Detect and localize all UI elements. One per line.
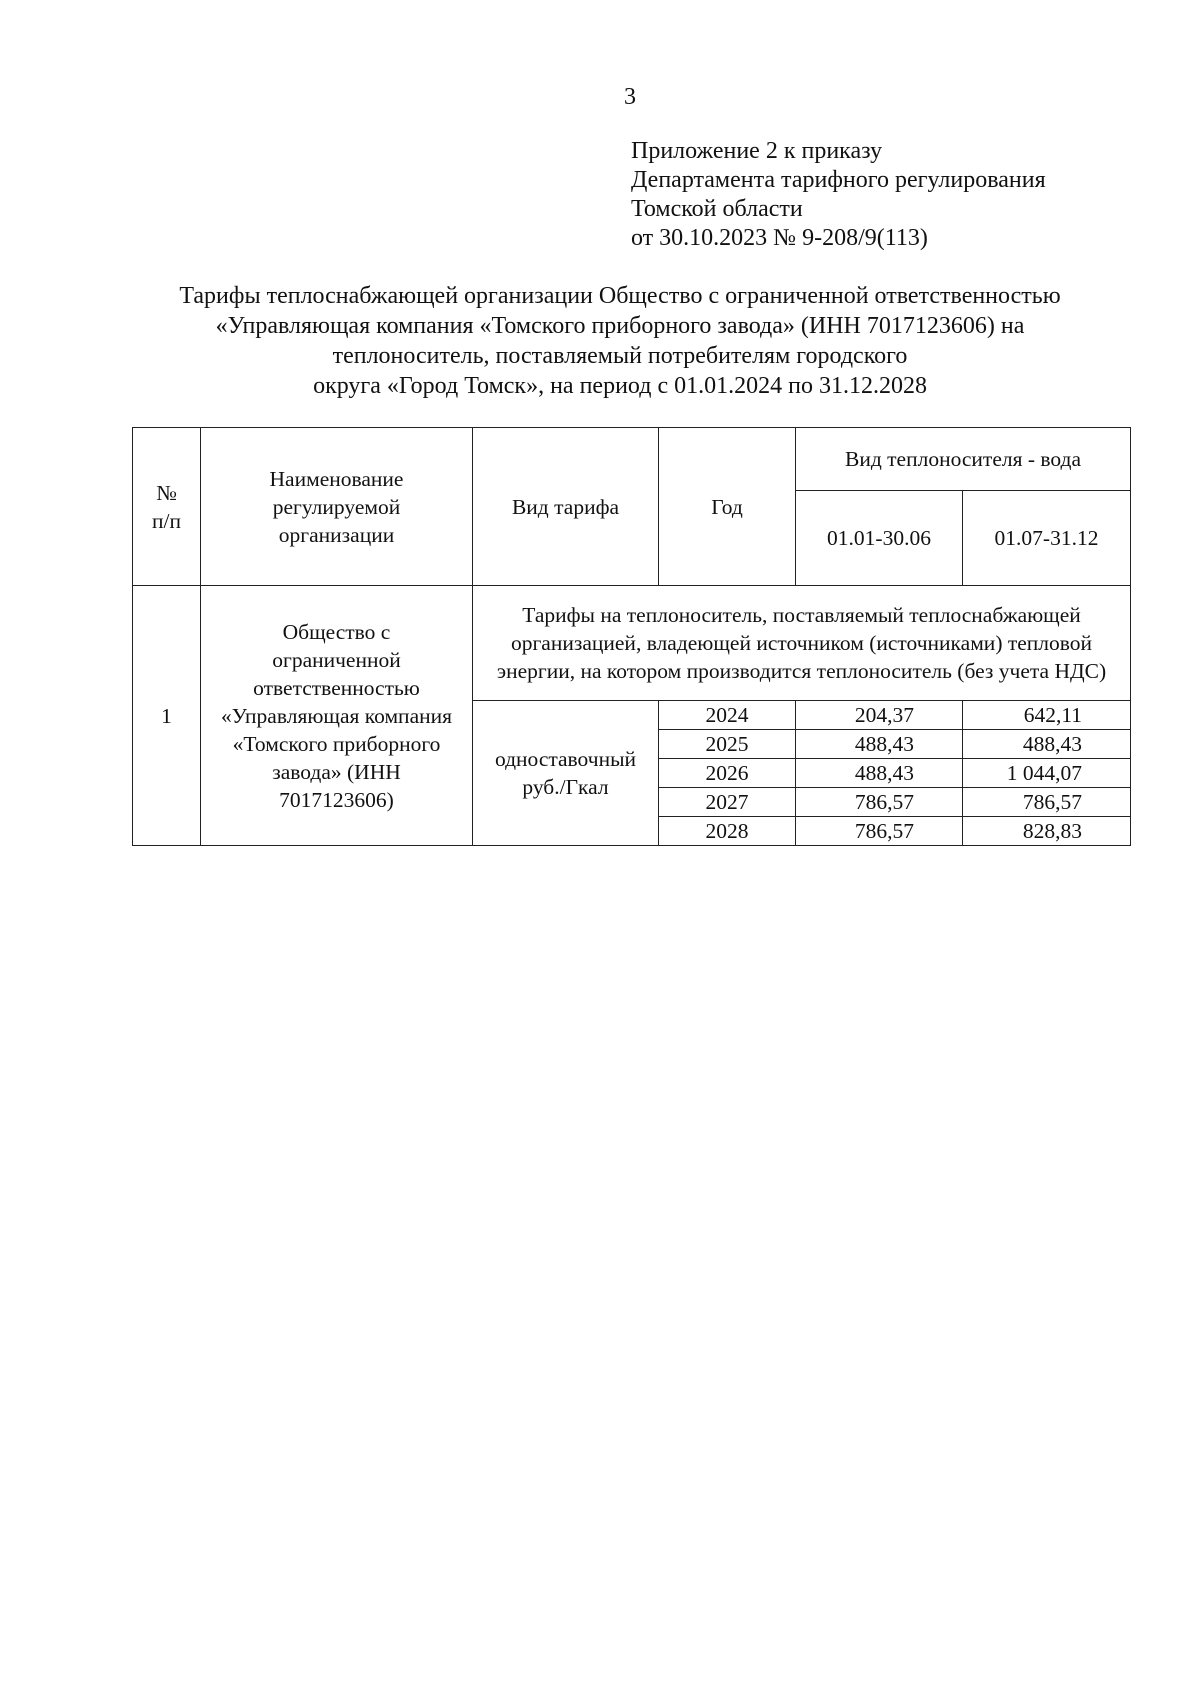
tariff-kind: одноставочный руб./Гкал	[473, 701, 659, 846]
organization-name: Общество с ограниченной ответственностью «Управляющая компания «Томского приборного завода» (ИНН 7017123606)	[201, 586, 473, 846]
header-carrier: Вид теплоносителя - вода	[796, 428, 1131, 491]
value-period-2: 642,11	[963, 701, 1131, 730]
page-number: 3	[624, 84, 636, 110]
year-cell: 2026	[659, 759, 796, 788]
header-tariff-type: Вид тарифа	[473, 428, 659, 586]
value-period-1: 204,37	[796, 701, 963, 730]
section-row	[133, 586, 1131, 701]
value-period-2: 828,83	[963, 817, 1131, 846]
year-cell: 2027	[659, 788, 796, 817]
appendix-line: Приложение 2 к приказу	[631, 138, 883, 164]
tariff-table	[132, 427, 1131, 846]
value-period-2: 786,57	[963, 788, 1131, 817]
header-period-1: 01.01-30.06	[796, 491, 963, 586]
appendix-line: Томской области	[631, 196, 803, 222]
year-cell: 2025	[659, 730, 796, 759]
row-number: 1	[133, 586, 201, 846]
value-period-1: 488,43	[796, 759, 963, 788]
title-line: округа «Город Томск», на период с 01.01.2024 по 31.12.2028	[313, 373, 927, 399]
value-period-2: 488,43	[963, 730, 1131, 759]
appendix-block	[631, 137, 1046, 253]
year-cell: 2024	[659, 701, 796, 730]
header-org-name: Наименование регулируемой организации	[201, 428, 473, 586]
title-line: теплоноситель, поставляемый потребителям городского	[332, 343, 908, 369]
value-period-1: 786,57	[796, 788, 963, 817]
section-heading: Тарифы на теплоноситель, поставляемый теплоснабжающей организацией, владеющей источником (источниками) тепловой энергии, на котором производится теплоноситель (без учета НДС)	[473, 586, 1131, 701]
header-year: Год	[659, 428, 796, 586]
year-cell: 2028	[659, 817, 796, 846]
appendix-line: от 30.10.2023 № 9-208/9(113)	[631, 225, 928, 251]
table-header-row	[133, 428, 1131, 491]
value-period-1: 488,43	[796, 730, 963, 759]
appendix-line: Департамента тарифного регулирования	[631, 167, 1046, 193]
value-period-2: 1 044,07	[963, 759, 1131, 788]
document-title	[120, 281, 1120, 401]
title-line: «Управляющая компания «Томского приборного завода» (ИНН 7017123606) на	[215, 313, 1025, 339]
title-line: Тарифы теплоснабжающей организации Общество с ограниченной ответственностью	[179, 283, 1061, 309]
header-number: № п/п	[133, 428, 201, 586]
value-period-1: 786,57	[796, 817, 963, 846]
header-period-2: 01.07-31.12	[963, 491, 1131, 586]
